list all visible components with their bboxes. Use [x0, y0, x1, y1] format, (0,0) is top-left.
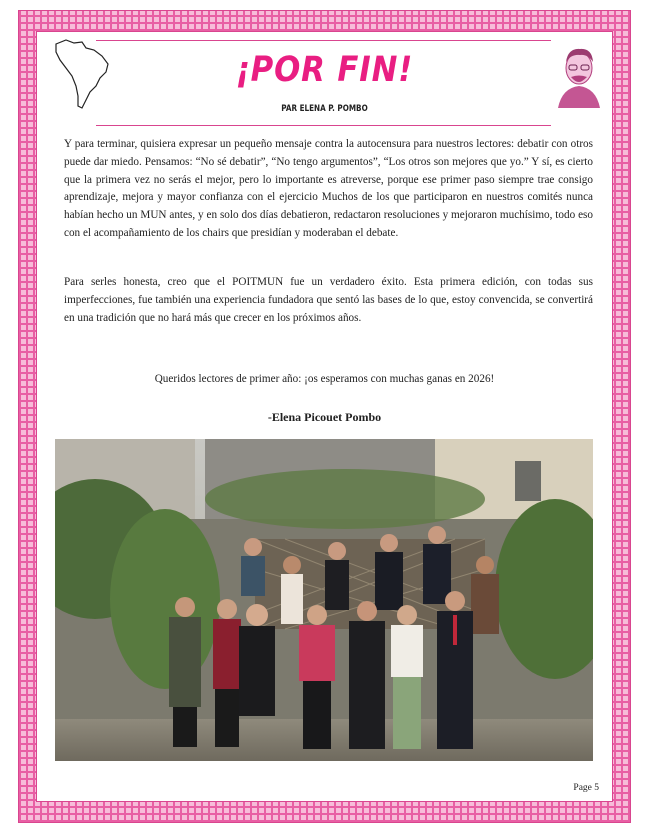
page-title: ¡POR FIN!	[235, 50, 414, 90]
author-byline: PAR ELENA P. POMBO	[281, 104, 368, 114]
body-paragraph-1: Y para terminar, quisiera expresar un pequeño mensaje contra la autocensura para nuestros lectores: debatir con otros puede dar miedo. Pensamos: “No sé debatir”, “No tengo argumentos”, “Los otros son mejores que yo.” Y sí, es cierto que la primera vez no serás el mejor, pero lo importante es atreverse, porque ese primer paso siempre trae consigo aprendizaje, mejora y mayor confianza con el ejercicio Muchos de los que participaron en nuestros comités nunca habían hecho un MUN antes, y en solo dos días debatieron, redactaron resoluciones y mejoraron muchísimo, todo eso con el acompañamiento de los chairs que presidían y moderaban el debate.	[64, 138, 593, 239]
author-signature: -Elena Picouet Pombo	[267, 410, 382, 424]
title-divider	[96, 125, 551, 126]
group-photo	[55, 439, 593, 761]
page-number: Page 5	[573, 783, 599, 793]
author-portrait-illustration	[554, 44, 604, 108]
closing-line: Queridos lectores de primer año: ¡os esperamos con muchas ganas en 2026!	[154, 373, 495, 385]
top-divider	[96, 40, 551, 41]
body-paragraph-2: Para serles honesta, creo que el POITMUN fue un verdadero éxito. Esta primera edición, con todas sus imperfecciones, fue también una experiencia fundadora que sentó las bases de lo que, estoy convencida, se convertirá en una tradición que no hará más que crecer en los próximos años.	[64, 276, 593, 324]
